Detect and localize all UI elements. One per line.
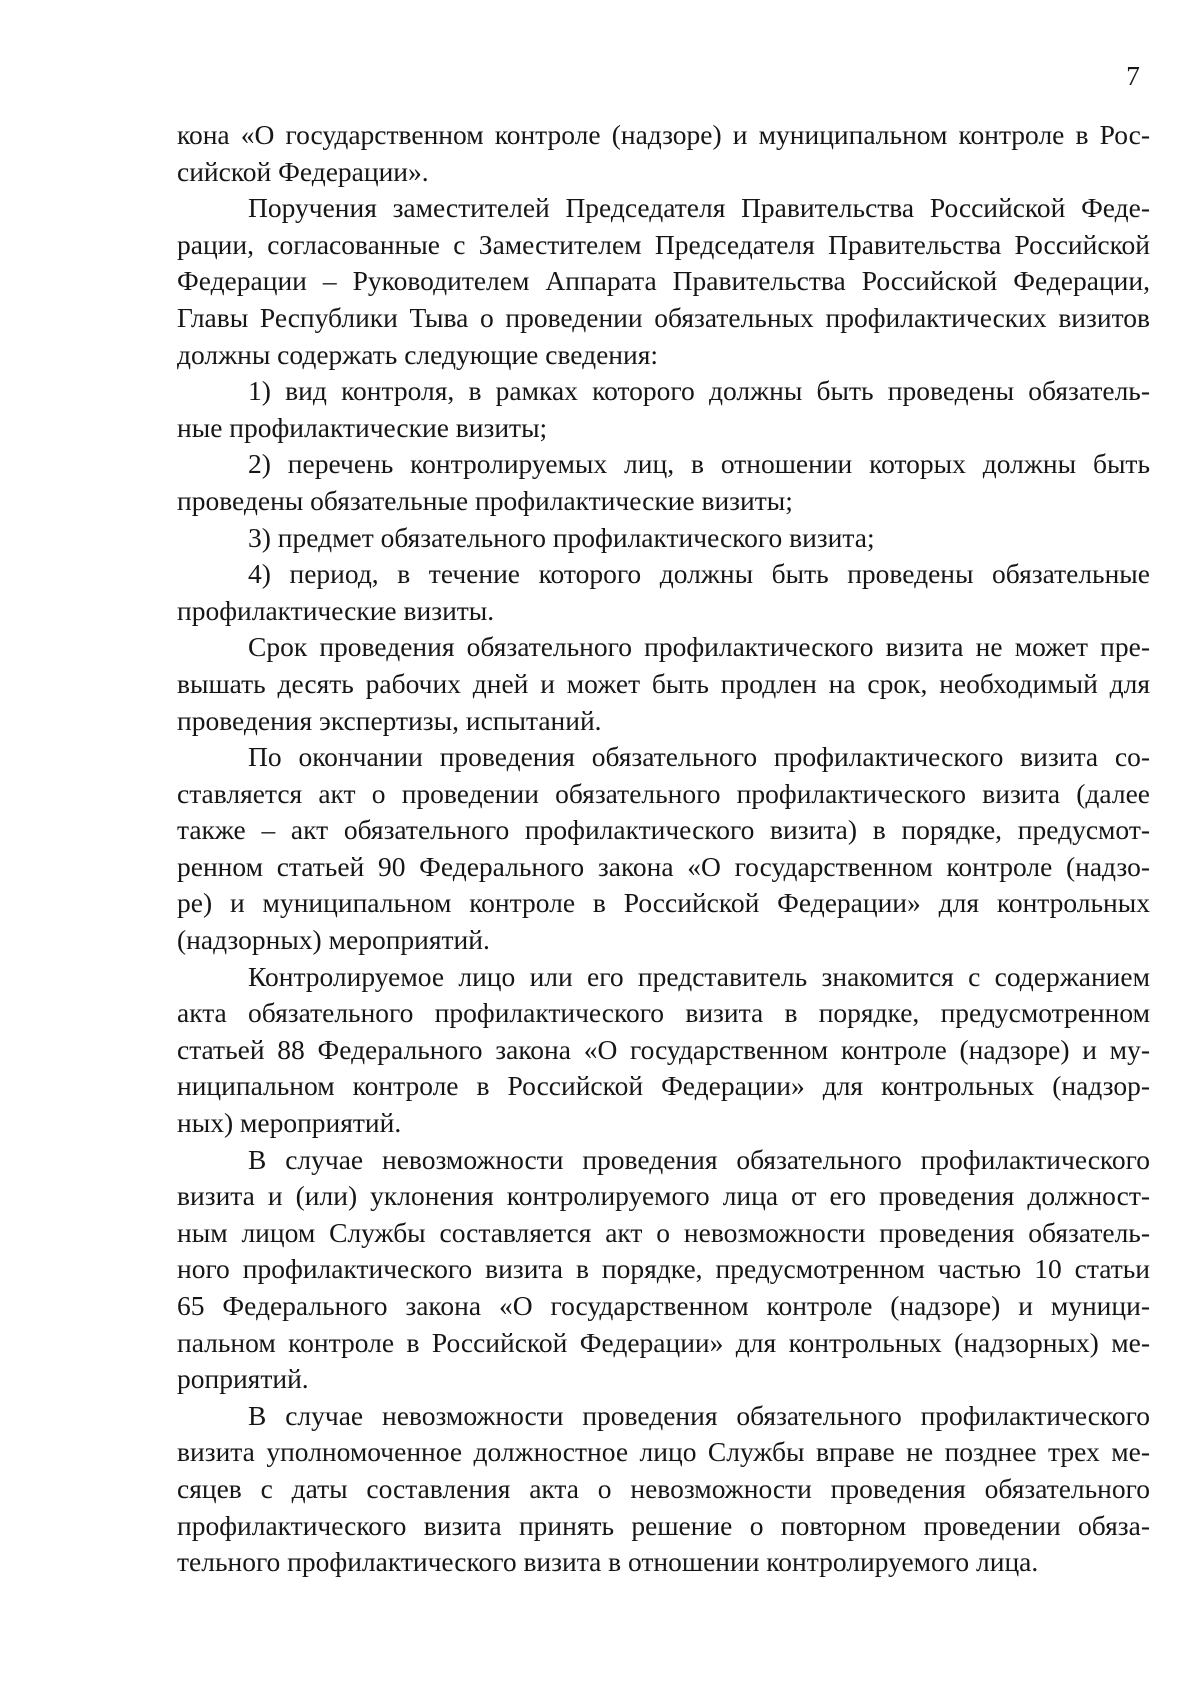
paragraph-repeat-visit — [177, 1398, 1150, 1581]
text-line: Поручения заместителей Председателя Правительства Российской Феде- — [248, 192, 1150, 224]
paragraph-visit-act — [177, 739, 1150, 959]
text-line: ных) мероприятий. — [177, 1107, 402, 1139]
text-line: 4) период, в течение которого должны быть проведены обязательные — [248, 558, 1150, 590]
paragraph-visit-duration — [177, 629, 1150, 739]
list-item-2 — [177, 446, 1150, 519]
page-number: 7 — [1126, 60, 1140, 91]
text-line: В случае невозможности проведения обязательного профилактического — [248, 1399, 1150, 1431]
text-line: сяцев с даты составления акта о невозможности проведения обязательного — [177, 1472, 1150, 1504]
text-line: профилактического визита принять решение о повторном проведении обяза- — [177, 1509, 1150, 1541]
text-line: Контролируемое лицо или его представитель знакомится с содержанием — [248, 960, 1150, 992]
text-line: ные профилактические визиты; — [177, 411, 548, 443]
text-line: кона «О государственном контроле (надзоре) и муниципальном контроле в Рос- — [177, 119, 1150, 150]
paragraph-instructions — [177, 190, 1150, 373]
text-line: сийской Федерации». — [177, 155, 429, 187]
text-line: вышать десять рабочих дней и может быть продлен на срок, необходимый для — [177, 667, 1150, 699]
text-line: ниципальном контроле в Российской Федерации» для контрольных (надзор- — [177, 1070, 1150, 1102]
text-line: По окончании проведения обязательного профилактического визита со- — [248, 741, 1150, 773]
text-line: проведены обязательные профилактические визиты; — [177, 484, 793, 516]
text-line: Срок проведения обязательного профилактического визита не может пре- — [248, 631, 1150, 663]
text-line: визита и (или) уклонения контролируемого лица от его проведения должност- — [177, 1180, 1150, 1212]
text-line: ре) и муниципальном контроле в Российской Федерации» для контрольных — [177, 887, 1150, 919]
text-line: пальном контроле в Российской Федерации» для контрольных (надзорных) ме- — [177, 1326, 1150, 1358]
text-line: визита уполномоченное должностное лицо Службы вправе не позднее трех ме- — [177, 1436, 1150, 1468]
text-line: 2) перечень контролируемых лиц, в отношении которых должны быть — [248, 448, 1150, 480]
text-line: профилактические визиты. — [177, 594, 495, 626]
text-line: 3) предмет обязательного профилактического визита; — [248, 521, 875, 553]
text-line: (надзорных) мероприятий. — [177, 924, 490, 956]
list-item-4 — [177, 556, 1150, 629]
text-line: ным лицом Службы составляется акт о невозможности проведения обязатель- — [177, 1216, 1150, 1248]
text-line: роприятий. — [177, 1363, 309, 1395]
text-line: Федерации – Руководителем Аппарата Правительства Российской Федерации, — [177, 265, 1150, 297]
document-body — [177, 117, 1150, 1581]
text-line: Главы Республики Тыва о проведении обязательных профилактических визитов — [177, 301, 1150, 333]
text-line: 1) вид контроля, в рамках которого должны быть проведены обязатель- — [248, 375, 1150, 407]
text-line: рации, согласованные с Заместителем Председателя Правительства Российской — [177, 228, 1150, 260]
text-line: также – акт обязательного профилактического визита) в порядке, предусмот- — [177, 814, 1150, 846]
text-line: ного профилактического визита в порядке, предусмотренном частью 10 статьи — [177, 1253, 1150, 1285]
text-line: статьей 88 Федерального закона «О государственном контроле (надзоре) и му- — [177, 1033, 1150, 1065]
text-line: 65 Федерального закона «О государственном контроле (надзоре) и муници- — [177, 1290, 1150, 1321]
text-line: должны содержать следующие сведения: — [177, 338, 659, 370]
text-line: акта обязательного профилактического визита в порядке, предусмотренном — [177, 997, 1150, 1029]
list-item-1 — [177, 373, 1150, 446]
list-item-3 — [177, 520, 1150, 557]
text-line: ренном статьей 90 Федерального закона «О государственном контроле (надзо- — [177, 850, 1150, 882]
text-line: проведения экспертизы, испытаний. — [177, 704, 602, 736]
paragraph-continuation — [177, 117, 1150, 190]
paragraph-familiarization — [177, 959, 1150, 1142]
text-line: ставляется акт о проведении обязательного профилактического визита (далее — [177, 777, 1150, 809]
paragraph-impossibility-act — [177, 1142, 1150, 1398]
text-line: В случае невозможности проведения обязательного профилактического — [248, 1143, 1150, 1175]
text-line: тельного профилактического визита в отношении контролируемого лица. — [177, 1546, 1039, 1578]
